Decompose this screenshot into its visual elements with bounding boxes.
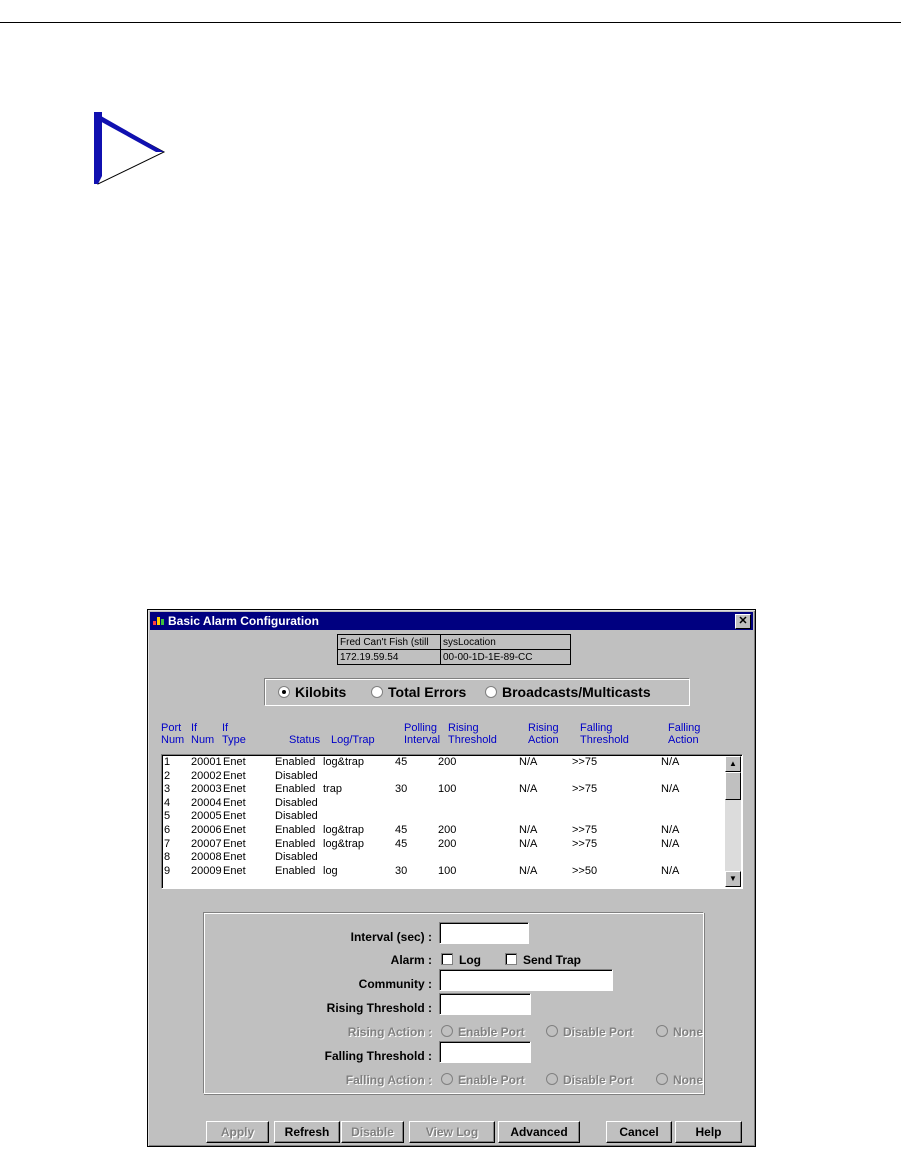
community-input[interactable] xyxy=(439,969,613,991)
cell-falling: >>50 xyxy=(572,864,598,877)
cell-port: 3 xyxy=(164,783,171,796)
app-icon xyxy=(153,615,165,627)
cell-port: 9 xyxy=(164,864,171,877)
note-triangle-icon xyxy=(94,112,166,188)
port-list[interactable] xyxy=(161,754,743,889)
cell-logtrap: log&trap xyxy=(323,824,364,836)
table-row[interactable] xyxy=(162,798,722,809)
table-row[interactable] xyxy=(162,825,722,836)
cell-port: 8 xyxy=(164,851,171,864)
cell-ifnum: 20006 xyxy=(191,824,222,836)
view-log-button[interactable]: View Log xyxy=(409,1121,495,1143)
cell-interval: 45 xyxy=(395,837,408,850)
cell-status: Disabled xyxy=(275,769,318,782)
mode-kilobits-label: Kilobits xyxy=(295,684,347,700)
cell-type: Enet xyxy=(223,796,246,809)
interval-label: Interval (sec) : xyxy=(350,930,432,944)
basic-alarm-config-window xyxy=(147,609,756,1147)
advanced-button[interactable]: Advanced xyxy=(498,1121,580,1143)
cell-logtrap: trap xyxy=(323,783,342,796)
radio-total-errors[interactable] xyxy=(371,686,383,698)
cell-raction: N/A xyxy=(519,756,538,768)
cell-ifnum: 20002 xyxy=(191,769,222,782)
cell-status: Disabled xyxy=(275,851,318,864)
table-row[interactable] xyxy=(162,757,722,768)
mode-kilobits[interactable] xyxy=(278,684,346,700)
mode-broadcasts-label: Broadcasts/Multicasts xyxy=(502,684,651,700)
column-header: If Num xyxy=(191,722,215,746)
cell-raction: N/A xyxy=(519,864,538,877)
cell-status: Enabled xyxy=(275,837,316,850)
table-row[interactable] xyxy=(162,811,722,822)
rising-none-label: None xyxy=(673,1025,703,1039)
cell-rising: 100 xyxy=(438,783,457,796)
device-location: sysLocation xyxy=(441,635,571,650)
help-button[interactable]: Help xyxy=(675,1121,742,1143)
device-info-grid xyxy=(337,634,571,665)
table-row[interactable] xyxy=(162,866,722,877)
scroll-down-icon: ▼ xyxy=(729,874,737,883)
falling-threshold-label: Falling Threshold : xyxy=(324,1049,432,1063)
log-label: Log xyxy=(459,953,481,967)
cell-status: Enabled xyxy=(275,756,316,768)
radio-broadcasts[interactable] xyxy=(485,686,497,698)
window-title: Basic Alarm Configuration xyxy=(168,614,319,628)
cell-status: Enabled xyxy=(275,783,316,796)
falling-enable-label: Enable Port xyxy=(458,1073,525,1087)
rising-action-label: Rising Action : xyxy=(347,1025,432,1039)
column-header: Falling Action xyxy=(668,722,701,746)
community-label: Community : xyxy=(358,977,432,991)
rising-threshold-label: Rising Threshold : xyxy=(326,1001,432,1015)
cell-ifnum: 20003 xyxy=(191,783,222,796)
cell-falling: >>75 xyxy=(572,824,598,836)
refresh-button[interactable]: Refresh xyxy=(274,1121,340,1143)
send-trap-label: Send Trap xyxy=(523,953,582,967)
cell-type: Enet xyxy=(223,756,246,768)
cell-type: Enet xyxy=(223,824,246,836)
device-name: Fred Can't Fish (still xyxy=(338,635,441,650)
rising-action-enable xyxy=(441,1025,525,1039)
falling-enable-radio xyxy=(441,1073,453,1085)
cell-faction: N/A xyxy=(661,756,680,768)
log-checkbox[interactable] xyxy=(441,953,453,965)
cell-type: Enet xyxy=(223,783,246,796)
rising-enable-label: Enable Port xyxy=(458,1025,525,1039)
interval-input[interactable] xyxy=(439,922,529,944)
cell-ifnum: 20001 xyxy=(191,756,222,768)
cell-type: Enet xyxy=(223,810,246,823)
cell-status: Disabled xyxy=(275,810,318,823)
falling-disable-radio xyxy=(546,1073,558,1085)
cell-logtrap: log&trap xyxy=(323,837,364,850)
column-header: If Type xyxy=(222,722,246,746)
cell-faction: N/A xyxy=(661,783,680,796)
column-header: Polling Interval xyxy=(404,722,441,746)
cell-status: Enabled xyxy=(275,864,316,877)
cell-type: Enet xyxy=(223,864,246,877)
cell-raction: N/A xyxy=(519,824,538,836)
cell-type: Enet xyxy=(223,837,246,850)
cell-ifnum: 20008 xyxy=(191,851,222,864)
cell-rising: 100 xyxy=(438,864,457,877)
cell-faction: N/A xyxy=(661,824,680,836)
rising-enable-radio xyxy=(441,1025,453,1037)
column-header: Rising Action xyxy=(528,722,559,746)
cell-raction: N/A xyxy=(519,783,538,796)
page-top-rule xyxy=(0,22,901,23)
falling-none-label: None xyxy=(673,1073,703,1087)
device-ip: 172.19.59.54 xyxy=(338,650,441,665)
table-row[interactable] xyxy=(162,771,722,782)
disable-button[interactable]: Disable xyxy=(341,1121,404,1143)
cell-falling: >>75 xyxy=(572,756,598,768)
cell-interval: 30 xyxy=(395,783,408,796)
device-mac: 00-00-1D-1E-89-CC xyxy=(441,650,571,665)
mode-broadcasts[interactable] xyxy=(485,684,651,700)
mode-total-errors[interactable] xyxy=(371,684,466,700)
rising-threshold-input[interactable] xyxy=(439,993,531,1015)
cell-logtrap: log&trap xyxy=(323,756,364,768)
table-row[interactable] xyxy=(162,839,722,850)
cell-type: Enet xyxy=(223,851,246,864)
column-header: Log/Trap xyxy=(331,734,375,746)
mode-selector xyxy=(264,678,690,706)
cell-interval: 30 xyxy=(395,864,408,877)
rising-none-radio xyxy=(656,1025,668,1037)
title-bar xyxy=(150,612,753,630)
close-button[interactable] xyxy=(735,614,751,629)
send-trap-checkbox[interactable] xyxy=(505,953,517,965)
rising-disable-label: Disable Port xyxy=(563,1025,634,1039)
cell-status: Disabled xyxy=(275,796,318,809)
rising-action-none xyxy=(656,1025,703,1039)
cell-port: 2 xyxy=(164,769,171,782)
falling-action-none xyxy=(656,1073,703,1087)
falling-action-disable xyxy=(546,1073,633,1087)
mode-total-errors-label: Total Errors xyxy=(388,684,467,700)
cell-ifnum: 20009 xyxy=(191,864,222,877)
cell-rising: 200 xyxy=(438,756,457,768)
falling-threshold-input[interactable] xyxy=(439,1041,531,1063)
scroll-up-button[interactable] xyxy=(725,756,741,772)
cell-logtrap: log xyxy=(323,864,338,877)
scroll-up-icon: ▲ xyxy=(729,759,737,768)
close-icon: ✕ xyxy=(738,615,748,627)
cell-rising: 200 xyxy=(438,837,457,850)
cell-ifnum: 20007 xyxy=(191,837,222,850)
send-trap-checkbox-group[interactable] xyxy=(505,953,581,967)
cell-faction: N/A xyxy=(661,864,680,877)
table-row[interactable] xyxy=(162,852,722,863)
table-row[interactable] xyxy=(162,784,722,795)
cell-status: Enabled xyxy=(275,824,316,836)
cell-falling: >>75 xyxy=(572,837,598,850)
cell-faction: N/A xyxy=(661,837,680,850)
scroll-thumb[interactable] xyxy=(725,772,741,800)
cell-rising: 200 xyxy=(438,824,457,836)
list-scrollbar[interactable] xyxy=(725,756,741,887)
cell-port: 4 xyxy=(164,796,171,809)
column-header: Falling Threshold xyxy=(580,722,629,746)
falling-action-label: Falling Action : xyxy=(345,1073,432,1087)
cancel-button[interactable]: Cancel xyxy=(606,1121,672,1143)
cell-interval: 45 xyxy=(395,756,408,768)
cell-port: 6 xyxy=(164,824,171,836)
cell-ifnum: 20005 xyxy=(191,810,222,823)
cell-raction: N/A xyxy=(519,837,538,850)
cell-port: 1 xyxy=(164,756,171,768)
apply-button[interactable]: Apply xyxy=(206,1121,269,1143)
alarm-settings-group xyxy=(203,912,704,1094)
cell-interval: 45 xyxy=(395,824,408,836)
cell-type: Enet xyxy=(223,769,246,782)
column-header: Port Num xyxy=(161,722,185,746)
column-header: Status xyxy=(289,734,321,746)
cell-port: 5 xyxy=(164,810,171,823)
column-header: Rising Threshold xyxy=(448,722,497,746)
cell-ifnum: 20004 xyxy=(191,796,222,809)
cell-falling: >>75 xyxy=(572,783,598,796)
falling-action-enable xyxy=(441,1073,525,1087)
log-checkbox-group[interactable] xyxy=(441,953,481,967)
cell-port: 7 xyxy=(164,837,171,850)
rising-action-disable xyxy=(546,1025,633,1039)
rising-disable-radio xyxy=(546,1025,558,1037)
scroll-down-button[interactable] xyxy=(725,871,741,887)
falling-disable-label: Disable Port xyxy=(563,1073,634,1087)
alarm-label: Alarm : xyxy=(390,953,432,967)
falling-none-radio xyxy=(656,1073,668,1085)
radio-kilobits[interactable] xyxy=(278,686,290,698)
